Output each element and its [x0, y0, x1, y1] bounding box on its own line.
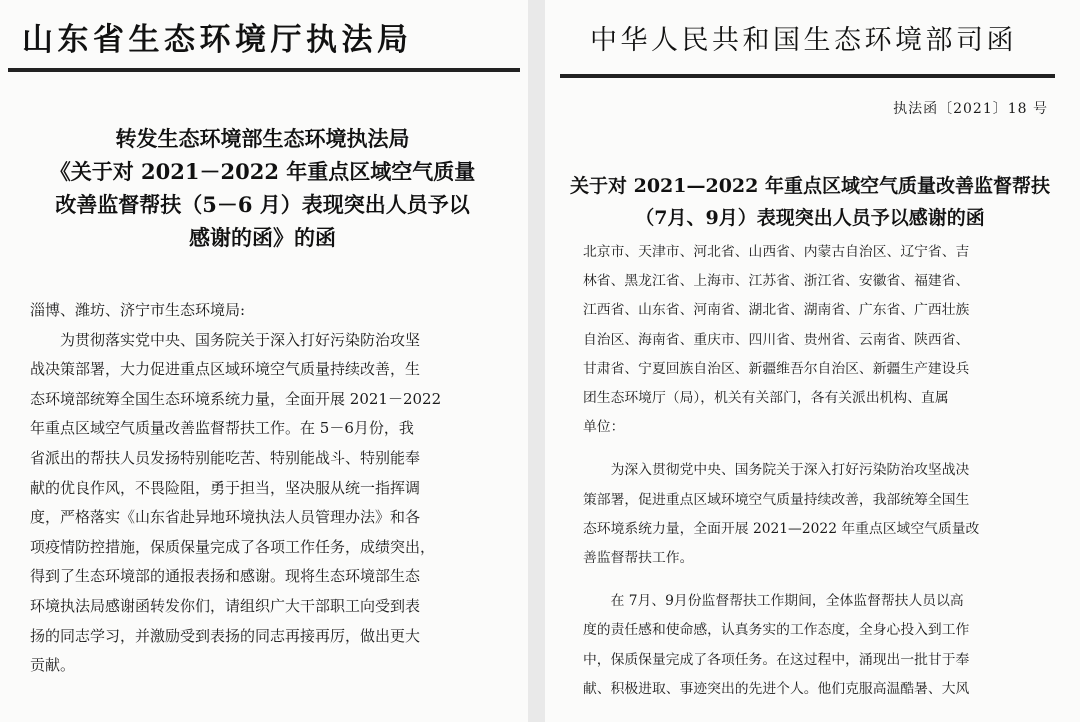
right-document-page [545, 0, 1080, 722]
body-line: 为深入贯彻党中央、国务院关于深入打好污染防治攻坚战决 [610, 462, 970, 479]
right-letterhead-rule [560, 74, 1055, 78]
left-document-title [40, 122, 485, 254]
body-line: 战决策部署，大力促进重点区域环境空气质量持续改善，生 [30, 360, 421, 379]
body-line: 中，保质保量完成了各项任务。在这过程中，涌现出一批甘于奉 [583, 651, 970, 668]
body-line: 环境执法局感谢函转发你们，请组织广大干部职工向受到表 [30, 596, 421, 615]
title-line: （7月、9月）表现突出人员予以感谢的函 [635, 207, 985, 229]
body-line: 度的责任感和使命感，认真务实的工作态度，全身心投入到工作 [583, 622, 970, 639]
body-line: 为贯彻落实党中央、国务院关于深入打好污染防治攻坚 [60, 330, 421, 349]
body-line: 扬的同志学习，并激励受到表扬的同志再接再厉，做出更大 [30, 626, 421, 645]
addressee-line: 单位： [583, 419, 625, 436]
left-document-page [0, 0, 528, 722]
body-line: 善监督帮扶工作。 [583, 550, 694, 567]
body-line: 献的优良作风，不畏险阻，勇于担当，坚决服从统一指挥调 [30, 478, 421, 497]
title-line: 转发生态环境部生态环境执法局 [115, 126, 410, 151]
left-document-body [30, 296, 480, 681]
addressee-line: 北京市、天津市、河北省、山西省、内蒙古自治区、辽宁省、吉 [583, 244, 970, 260]
body-line: 贡献。 [30, 656, 76, 675]
left-letterhead-rule [8, 68, 520, 72]
title-line: 感谢的函》的函 [189, 225, 336, 250]
addressee-line: 林省、黑龙江省、上海市、江苏省、浙江省、安徽省、福建省、 [583, 273, 970, 290]
addressee-line: 江西省、山东省、河南省、湖北省、湖南省、广东省、广西壮族 [583, 302, 970, 319]
body-line: 在 7月、9月份监督帮扶工作期间，全体监督帮扶人员以高 [610, 593, 964, 610]
body-line: 态环境部统筹全国生态环境系统力量，全面开展 2021－2022 [30, 389, 442, 408]
right-letterhead: 中华人民共和国生态环境部司函 [590, 25, 1017, 56]
addressee-line: 自治区、海南省、重庆市、四川省、贵州省、云南省、陕西省、 [583, 331, 970, 348]
salutation: 淄博、潍坊、济宁市生态环境局: [30, 301, 246, 319]
body-line: 年重点区域空气质量改善监督帮扶工作。在 5－6月份，我 [30, 419, 414, 438]
body-line: 策部署，促进重点区域环境空气质量持续改善，我部统筹全国生 [583, 491, 970, 508]
title-line: 《关于对 2021－2022 年重点区域空气质量 [49, 159, 476, 184]
title-line: 改善监督帮扶（5－6 月）表现突出人员予以 [55, 192, 470, 217]
left-letterhead: 山东省生态环境厅执法局 [22, 22, 413, 58]
body-line: 献、积极进取、事迹突出的先进个人。他们克服高温酷暑、大风 [583, 680, 970, 697]
right-document-title [565, 170, 1055, 234]
body-line: 得到了生态环境部的通报表扬和感谢。现将生态环境部生态 [30, 567, 421, 586]
body-line: 度，严格落实《山东省赴异地环境执法人员管理办法》和各 [30, 508, 421, 527]
document-number: 执法函〔2021〕18 号 [893, 101, 1048, 117]
body-line: 态环境系统力量，全面开展 2021—2022 年重点区域空气质量改 [583, 520, 980, 537]
body-line: 项疫情防控措施，保质保量完成了各项工作任务，成绩突出， [30, 537, 436, 556]
addressee-line: 甘肃省、宁夏回族自治区、新疆维吾尔自治区、新疆生产建设兵 [583, 360, 970, 377]
title-line: 关于对 2021—2022 年重点区域空气质量改善监督帮扶 [570, 175, 1050, 197]
body-line: 省派出的帮扶人员发扬特别能吃苦、特别能战斗、特别能奉 [30, 448, 421, 467]
addressee-line: 团生态环境厅（局），机关有关部门，各有关派出机构、直属 [583, 390, 949, 407]
right-document-body [583, 238, 1023, 704]
